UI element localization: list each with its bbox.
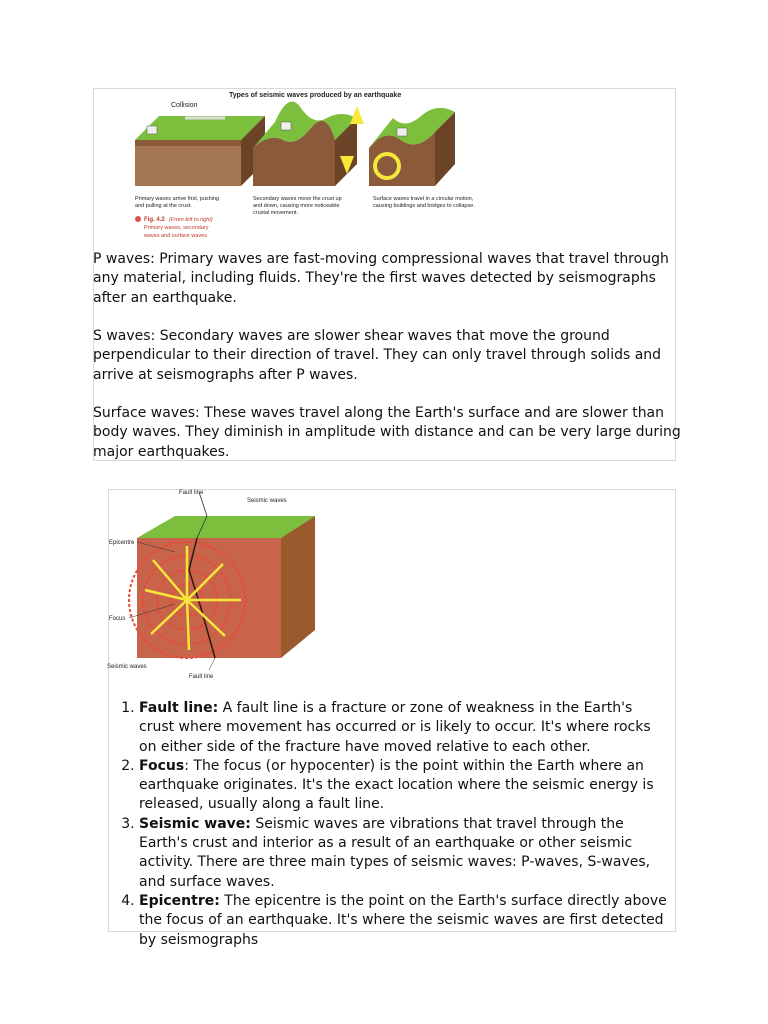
caption-primary-line1: Primary waves arrive first, pushing bbox=[135, 196, 220, 202]
fig-number: Fig. 4.2 bbox=[144, 217, 165, 223]
definition-term: Seismic wave: bbox=[139, 815, 251, 832]
seismic-waves-top-label: Seismic waves bbox=[247, 498, 287, 504]
figure1-title: Types of seismic waves produced by an earthquake bbox=[229, 92, 402, 99]
definitions-list bbox=[108, 699, 668, 950]
definition-term: Epicentre: bbox=[139, 892, 220, 909]
caption-primary-line2: and pulling at the crust. bbox=[135, 203, 192, 209]
definition-item bbox=[139, 892, 668, 950]
definition-item bbox=[139, 699, 668, 757]
svg-text:Secondary waves move the crust bbox=[253, 196, 343, 216]
focus-label: Focus bbox=[109, 616, 126, 622]
fault-line-top-label: Fault line bbox=[179, 490, 204, 496]
definition-term: Fault line: bbox=[139, 700, 219, 716]
definition-item bbox=[139, 757, 668, 815]
definition-term: Focus bbox=[139, 757, 185, 774]
definition-text: Seismic waves are vibrations that travel through the Earth's crust and interior as a result of an earthquake or other seismic activity. There are three main types of seismic waves: P-waves, S-waves, and surface waves. bbox=[139, 815, 651, 890]
definition-text: : The focus (or hypocenter) is the point within the Earth where an earthquake originates. It's the exact location where the seismic energy is released, usually along a fault line. bbox=[139, 757, 654, 813]
s-waves-paragraph: S waves: Secondary waves are slower shear waves that move the ground perpendicular to their direction of travel. They can only travel through solids and arrive at seismographs after P waves. bbox=[93, 328, 662, 383]
caption-secondary-line2: and down, causing more noticeable bbox=[253, 203, 340, 209]
definition-text: The epicentre is the point on the Earth's surface directly above the focus of an earthquake. It's where the seismic waves are first detected by seismographs bbox=[139, 892, 667, 948]
seismic-wave-types-figure bbox=[105, 88, 543, 246]
seismic-waves-bottom-label: Seismic waves bbox=[107, 664, 147, 670]
caption-secondary-line3: crustal movement. bbox=[253, 210, 298, 216]
fault-line-bottom-label: Fault line bbox=[189, 674, 214, 680]
epicentre-label: Epicentre bbox=[109, 540, 135, 546]
definition-text: A fault line is a fracture or zone of weakness in the Earth's crust where movement has occurred or is likely to occur. It's where rocks on either side of the fracture have moved relative to each other. bbox=[139, 700, 651, 755]
caption-surface-line2: causing buildings and bridges to collapse. bbox=[373, 203, 475, 209]
svg-text:Surface waves travel in a circ bbox=[373, 196, 475, 209]
surface-waves-paragraph: Surface waves: These waves travel along the Earth's surface and are slower than body waves. They diminish in amplitude with distance and can be very large during major earthquakes. bbox=[93, 405, 681, 460]
svg-text:Primary waves arrive first, pu bbox=[135, 196, 221, 209]
caption-secondary-line1: Secondary waves move the crust up bbox=[253, 196, 342, 202]
caption-surface-line1: Surface waves travel in a circular motion, bbox=[373, 196, 474, 202]
svg-text:Primary waves, secondary w bbox=[143, 225, 210, 239]
fig-note: (From left to right) bbox=[169, 217, 213, 223]
fig-sub-line2: waves and surface waves bbox=[144, 233, 207, 239]
definition-item bbox=[139, 815, 668, 892]
p-waves-paragraph: P waves: Primary waves are fast-moving compressional waves that travel through any material, including fluids. They're the first waves detected by seismographs after an earthquake. bbox=[93, 251, 669, 306]
collision-label: Collision bbox=[171, 102, 198, 109]
fig-sub-line1: Primary waves, secondary bbox=[144, 225, 209, 231]
earthquake-block-diagram bbox=[105, 480, 327, 688]
